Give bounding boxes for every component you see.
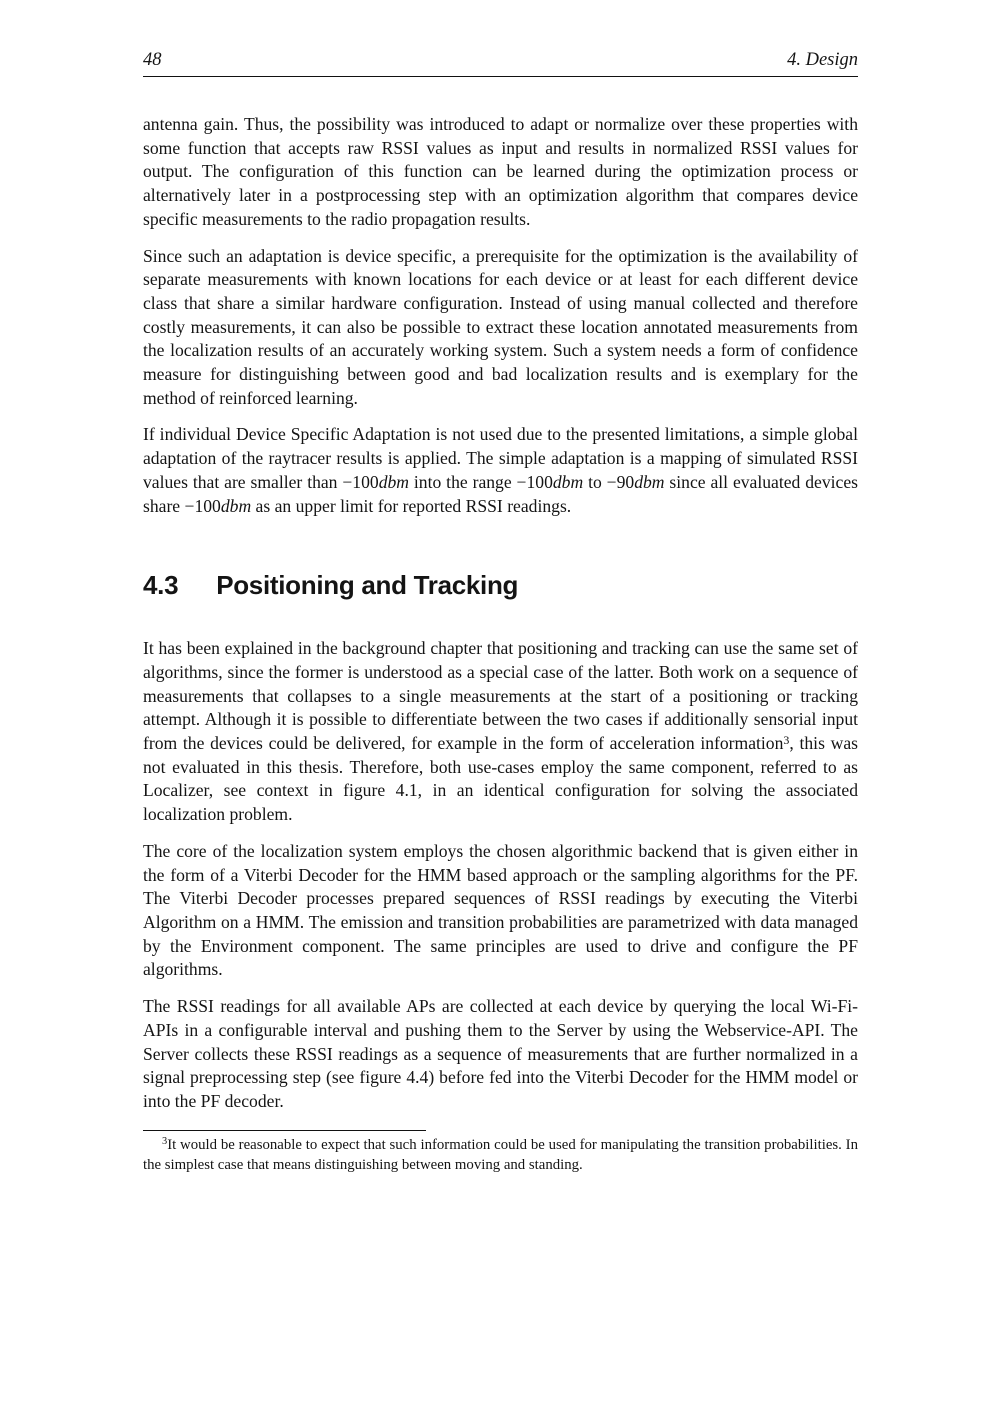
page-content [143,0,858,1176]
paragraph: antenna gain. Thus, the possibility was introduced to adapt or normalize over these properties with some function that accepts raw RSSI values as input and results in normalized RSSI values for output. The configuration of this function can be learned during the optimization process or alternatively later in a postprocessing step with an optimization algorithm that compares device specific measurements to the radio propagation results. [143,114,858,229]
section-number: 4.3 [143,570,179,601]
body-text [143,113,858,1176]
section-title: Positioning and Tracking [216,570,519,601]
chapter-title: 4. Design [787,50,858,70]
paragraph: If individual Device Specific Adaptation is not used due to the presented limitations, a simple global adaptation of the raytracer results is applied. The simple adaptation is a mapping of simulated RSSI values that are smaller than −100dbm into the range −100dbm to −90dbm since all evaluated devices share −100dbm as an upper limit for reported RSSI readings. [143,424,859,516]
paragraph: Since such an adaptation is device specific, a prerequisite for the optimization is the availability of separate measurements with known locations for each device or at least for each different device class that share a similar hardware configuration. Instead of using manual collected and therefore costly measurements, it can also be possible to extract these location annotated measurements from the localization results of an accurately working system. Such a system needs a form of confidence measure for distinguishing between good and bad localization results and is exemplary for the method of reinforced learning. [143,245,858,408]
paragraph: The core of the localization system employs the chosen algorithmic backend that is given either in the form of a Viterbi Decoder for the HMM based approach or the sampling algorithms for the PF. The Viterbi Decoder processes prepared sequences of RSSI readings by executing the Viterbi Algorithm on a HMM. The emission and transition probabilities are parametrized with data managed by the Environment component. The same principles are used to drive and configure the PF algorithms. [143,840,858,980]
paragraph: The RSSI readings for all available APs are collected at each device by querying the local Wi-Fi-APIs in a configurable interval and pushing them to the Server by using the Webservice-API. The Server collects these RSSI readings as a sequence of measurements that are further normalized in a signal preprocessing step (see figure 4.4) before fed into the Viterbi Decoder for the HMM model or into the PF decoder. [143,996,858,1111]
footnote-text: $^3$It would be reasonable to expect that such information could be used for manipulating the transition probabilities. In the simplest case that means distinguishing between moving and standing. [143,1136,858,1174]
section-heading [143,570,858,601]
page-number: 48 [143,50,162,70]
footnote-area [143,1130,858,1176]
footnote-rule [143,1130,426,1131]
paragraph: It has been explained in the background chapter that positioning and tracking can use the same set of algorithms, since the former is understood as a special case of the latter. Both work on a sequence of measurements that collapses to a single measurements at the start of a positioning or tracking attempt. Although it is possible to differentiate between the two cases if additionally sensorial input from the devices could be delivered, for example in the form of acceleration information$^3$, this was not evaluated in this thesis. Therefore, both use-cases employ the same component, referred to as Localizer, see context in figure 4.1, in an identical configuration for solving the associated localization problem. [143,638,858,825]
running-header [143,50,858,77]
